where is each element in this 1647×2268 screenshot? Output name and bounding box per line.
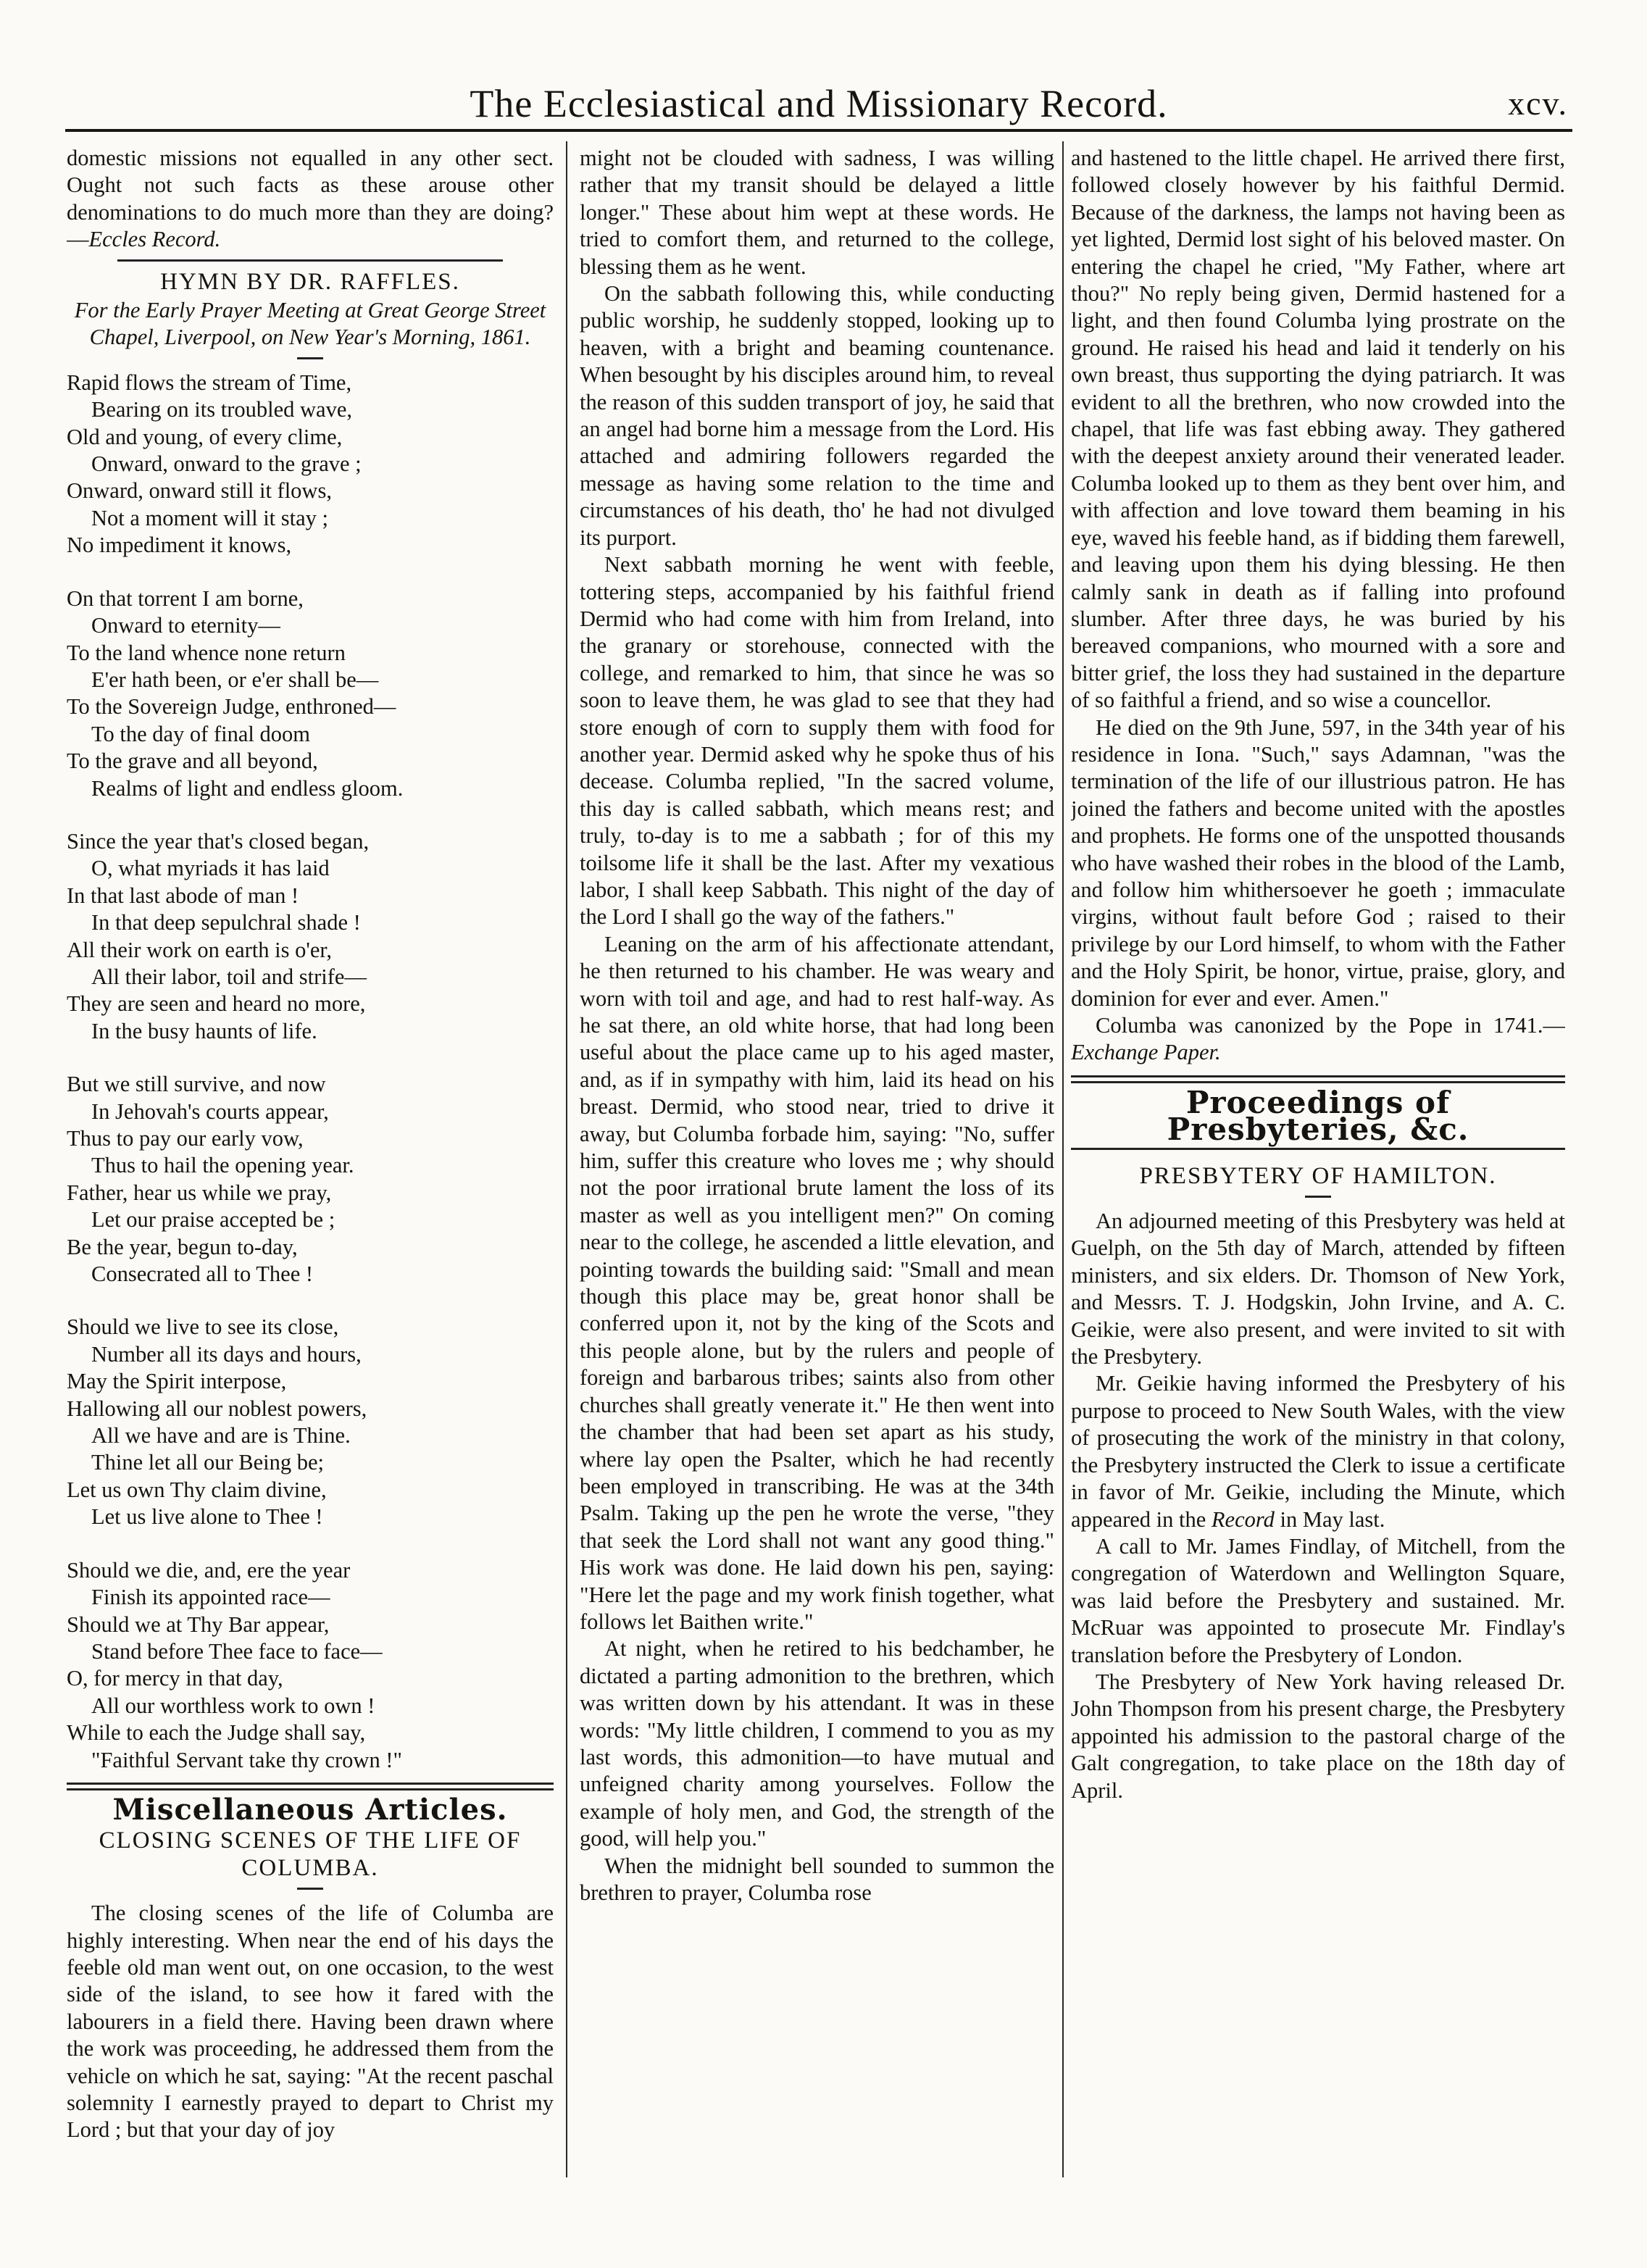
- article-title: CLOSING SCENES OF THE LIFE OF COLUMBA.: [99, 1827, 522, 1881]
- hymn-stanza-1: Rapid flows the stream of Time, Bearing on its troubled wave, Old and young, of every clime, Onward, onward to the grave ; Onward, onward still it flows, Not a moment will it stay ; No impediment it knows,: [67, 370, 362, 558]
- paragraph: On the sabbath following this, while conducting public worship, he suddenly stopped, looking up to heaven, with a bright and beaming countenance. When besought by his disciples around him, to reveal the reason of this sudden transport of joy, he said that an angel had borne him a message from the Lord. His attached and admiring followers regarded the message as having some relation to the time and circumstances of his death, tho' he had not divulged its purport.: [580, 281, 1054, 550]
- section-double-rule: [67, 1783, 554, 1790]
- divider: [1305, 1196, 1331, 1198]
- hymn-stanza-5: Should we live to see its close, Number all its days and hours, May the Spirit interpose, Hallowing all our noblest powers, All we have and are is Thine. Thine let all our Being be; Let us own Thy claim divine, Let us live alone to Thee !: [67, 1314, 367, 1530]
- paragraph: Mr. Geikie having informed the Presbytery of his purpose to proceed to New South Wales, with the view of prosecuting the work of the ministry in that colony, the Presbytery instructed the Clerk to issue a certificate in favor of Mr. Geikie, including the Minute, which appeared in the Record in May last.: [1071, 1371, 1565, 1532]
- divider: [297, 1888, 323, 1890]
- page-header: [65, 78, 1572, 132]
- paragraph: When the midnight bell sounded to summon the brethren to prayer, Columba rose: [580, 1853, 1054, 1905]
- paragraph: Next sabbath morning he went with feeble, tottering steps, accompanied by his faithful friend Dermid who had come with him from Ireland, into the granary or storehouse, connected with the college, and remarked to him, that since he was so soon to leave them, he was glad to see that they had store enough of corn to supply them with food for another year. Dermid asked why he spoke thus of his decease. Columba replied, "In the sacred volume, this day is called sabbath, which means rest; and truly, to-day is to me a sabbath ; for of this my toilsome life it shall be the last. After my vexatious labor, I shall keep Sabbath. This night of the day of the Lord I shall go the way of the fathers.": [580, 552, 1054, 930]
- paragraph: might not be clouded with sadness, I was willing rather that my transit should be delayed a little longer." These about him wept at these words. He tried to comfort them, and returned to the college, blessing them as he went.: [580, 146, 1054, 279]
- column-1: [67, 145, 554, 2181]
- paragraph: Leaning on the arm of his affectionate attendant, he then returned to his chamber. He was weary and worn with toil and age, and had to rest half-way. As he sat there, an old white horse, that had long been useful about the place came up to his aged master, and, as if in sympathy with him, laid its head on his breast. Dermid, who stood near, tried to drive it away, but Columba forbade him, saying: "No, suffer him, suffer this creature who loves me ; why should not the poor irrational brute lament the loss of its master as well as you intelligent men?" On coming near to the college, he ascended a little elevation, and pointing towards the building said: "Small and mean though this place may be, great honor shall be conferred upon it, not by the king of the Scots and this people alone, but by the rulers and people of foreign and barbarous tribes; saints also from other churches shall greatly venerate it." He then went into the chamber that had been set apart as his study, where lay open the Psalter, which he had recently been employed in transcribing. He was at the 34th Psalm. Taking up the pen he wrote the verse, "they that seek the Lord shall not want any good thing." His work was done. He laid down his pen, saying: "Here let the page and my work finish together, what follows let Baithen write.": [580, 931, 1054, 1634]
- paragraph: Columba was canonized by the Pope in 1741.—Exchange Paper.: [1071, 1013, 1565, 1065]
- column-2: [580, 145, 1054, 2181]
- column-3: [1071, 145, 1565, 2181]
- hymn-stanza-4: But we still survive, and now In Jehovah's courts appear, Thus to pay our early vow, Thus to hail the opening year. Father, hear us while we pray, Let our praise accepted be ; Be the year, begun to-day, Consecrated all to Thee !: [67, 1072, 354, 1287]
- paragraph: and hastened to the little chapel. He arrived there first, followed closely however by his faithful Dermid. Because of the darkness, the lamps not having been as yet lighted, Dermid lost sight of his beloved master. On entering the chapel he cried, "My Father, where art thou?" No reply being given, Dermid hastened for a light, and then found Columba lying prostrate on the ground. He raised his head and laid it tenderly on his own breast, thus supporting the dying patriarch. It was evident to all the brethren, who now crowded into the chapel, that life was fast ebbing away. They gathered with the deepest anxiety around their venerated leader. Columba looked up to them as they bent over him, and with affection and love toward them beaming in his eye, waved his feeble hand, as if bidding them farewell, and leaving upon them his dying blessing. He then calmly sank in death as if falling into profound slumber. After three days, he was buried by his bereaved companions, who mourned with a sore and bitter grief, the loss they had sustained in the departure of so faithful a friend, and so wise a councellor.: [1071, 146, 1565, 713]
- hymn-stanza-2: On that torrent I am borne, Onward to eternity— To the land whence none return E'er hath been, or e'er shall be— To the Sovereign Judge, enthroned— To the day of final doom To the grave and all beyond, Realms of light and endless gloom.: [67, 585, 404, 801]
- hymn-title: HYMN BY DR. RAFFLES.: [160, 268, 460, 295]
- hymn-stanza-3: Since the year that's closed began, O, what myriads it has laid In that last abode of man ! In that deep sepulchral shade ! All their work on earth is o'er, All their labor, toil and strife— They are seen and heard no more, In the busy haunts of life.: [67, 828, 370, 1043]
- section-double-rule: [1071, 1075, 1565, 1083]
- paragraph: A call to Mr. James Findlay, of Mitchell, from the congregation of Waterdown and Wellington Square, was laid before the Presbytery and sustained. Mr. McRuar was appointed to prosecute Mr. Findlay's translation before the Presbytery of London.: [1071, 1533, 1565, 1667]
- page-number: xcv.: [1508, 85, 1568, 122]
- paragraph: The closing scenes of the life of Columba are highly interesting. When near the end of his days the feeble old man went out, on one occasion, to the west side of the island, to see how it fared with the labourers in a field there. Having been drawn where the work was proceeding, he addressed them from the vehicle on which he sat, saying: "At the recent paschal solemnity I earnestly prayed to depart to Christ my Lord ; but that your day of joy: [67, 1901, 554, 2143]
- publication-title: The Ecclesiastical and Missionary Record.: [470, 82, 1168, 125]
- paragraph: An adjourned meeting of this Presbytery was held at Guelph, on the 5th day of March, attended by fifteen ministers, and six elders. Dr. Thomson of New York, and Messrs. T. J. Hodgskin, John Irvine, and A. C. Geikie, were also present, and were invited to sit with the Presbytery.: [1071, 1209, 1565, 1369]
- section-rule: [117, 259, 503, 262]
- presbytery-title: PRESBYTERY OF HAMILTON.: [1139, 1162, 1497, 1189]
- paragraph: He died on the 9th June, 597, in the 34th year of his residence in Iona. "Such," says Adamnan, "was the termination of the life of our illustrious patron. He has joined the fathers and become united with the apostles and prophets. He forms one of the unspotted thousands who have washed their robes in the blood of the Lamb, and follow him whithersoever he goeth ; immaculate virgins, without fault before God ; raised to their privilege by our Lord himself, to whom with the Father and the Holy Spirit, be honor, virtue, praise, glory, and dominion for ever and ever. Amen.": [1071, 714, 1565, 1011]
- intro-paragraph: domestic missions not equalled in any other sect. Ought not such facts as these arouse other denominations to do much more than they are doing?—Eccles Record.: [67, 146, 554, 252]
- column-rule-1: [566, 141, 567, 2177]
- hymn-stanza-6: Should we die, and, ere the year Finish its appointed race— Should we at Thy Bar appear, Stand before Thee face to face— O, for mercy in that day, All our worthless work to own ! While to each the Judge shall say, "Faithful Servant take thy crown !": [67, 1557, 402, 1772]
- divider: [297, 357, 323, 359]
- paragraph: The Presbytery of New York having released Dr. John Thompson from his present charge, the Presbytery appointed his admission to the pastoral charge of the Galt congregation, to take place on the 18th day of April.: [1071, 1669, 1565, 1803]
- proceedings-heading: Proceedings of Presbyteries, &c.: [1167, 1084, 1469, 1148]
- column-rule-2: [1062, 141, 1064, 2177]
- section-rule: [1071, 1148, 1565, 1150]
- paragraph: At night, when he retired to his bedchamber, he dictated a parting admonition to the brethren, which was written down by his attendant. It was in these words: "My little children, I commend to you as my last words, this admonition—to have mutual and unfeigned charity among yourselves. Follow the example of holy men, and God, the strength of the good, will help you.": [580, 1636, 1054, 1851]
- hymn-subtitle: For the Early Prayer Meeting at Great George Street Chapel, Liverpool, on New Year's Morning, 1861.: [74, 298, 546, 350]
- miscellaneous-heading: Miscellaneous Articles.: [112, 1792, 508, 1827]
